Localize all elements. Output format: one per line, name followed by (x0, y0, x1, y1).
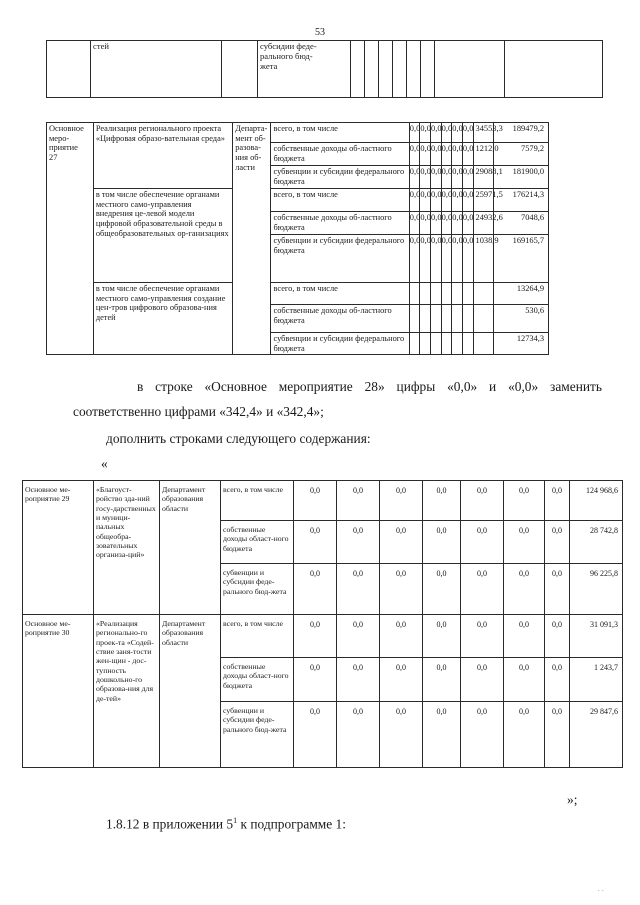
year-value: 0,0 (423, 521, 461, 564)
year-value: 0,0 (461, 658, 504, 702)
year-value-2022: 181900,0 (493, 166, 548, 189)
year-value: 0,0 (452, 166, 463, 189)
year-value: 0,0 (504, 564, 545, 615)
year-value: 0,0 (380, 481, 423, 521)
event-27-table (46, 122, 612, 355)
year-value: 0,0 (380, 615, 423, 658)
year-value: 0,0 (409, 212, 420, 235)
event-name: «Благоуст-ройство зда-ний госу-дарственных и муници-пальных общеобра-зовательных организа-ций» (94, 481, 160, 615)
year-value-2022: 7579,2 (493, 143, 548, 166)
funding-source: субвенции и субсидии федерального бюджета (271, 235, 409, 283)
year-value: 0,0 (452, 189, 463, 212)
table-row (23, 615, 623, 658)
year-value (431, 305, 442, 333)
year-value: 0,0 (441, 143, 452, 166)
year-value (452, 333, 463, 355)
year-value: 0,0 (431, 235, 442, 283)
year-value: 0,0 (420, 123, 431, 143)
year-value: 0,0 (462, 212, 473, 235)
year-value: 0,0 (294, 615, 337, 658)
close-quote: »; (567, 792, 578, 807)
year-value: 0,0 (294, 658, 337, 702)
year-value (420, 305, 431, 333)
event-executor: Департамент образования области (160, 615, 221, 768)
year-value: 0,0 (462, 235, 473, 283)
year-value (409, 333, 420, 355)
event-27-label: Основное меро- приятие 27 (47, 123, 94, 355)
total-value: 1 243,7 (570, 658, 623, 702)
year-value: 0,0 (337, 658, 380, 702)
funding-source: всего, в том числе (271, 283, 409, 305)
table-row (47, 283, 612, 305)
year-value: 0,0 (294, 481, 337, 521)
year-value: 0,0 (423, 658, 461, 702)
table-row (47, 189, 612, 212)
funding-source: всего, в том числе (221, 615, 294, 658)
year-value: 0,0 (294, 521, 337, 564)
year-value: 0,0 (462, 143, 473, 166)
funding-source: собственные доходы облаcт-ного бюджета (221, 658, 294, 702)
year-value (420, 333, 431, 355)
year-value: 0,0 (504, 615, 545, 658)
event-27-group-name: в том числе обеспечение органами местного само-управления внедрения це-левой модели цифровой образовательной среды в общеобразовательных ор-ганизациях (93, 189, 232, 283)
total-value: 96 225,8 (570, 564, 623, 615)
funding-source: всего, в том числе (221, 481, 294, 521)
year-value: 0,0 (452, 235, 463, 283)
new-events-table (22, 480, 623, 768)
total-value: 28 742,8 (570, 521, 623, 564)
year-value-2022: 189479,2 (493, 123, 548, 143)
funding-source: субвенции и субсидии феде-рального бюд-жета (221, 702, 294, 768)
year-value-2021: 25971,5 (473, 189, 493, 212)
year-value-2021 (473, 305, 493, 333)
year-value: 0,0 (431, 212, 442, 235)
year-value: 0,0 (380, 564, 423, 615)
year-value (462, 283, 473, 305)
year-value: 0,0 (380, 658, 423, 702)
top-fragment-text: стей (91, 41, 222, 98)
year-value (452, 283, 463, 305)
year-value (409, 283, 420, 305)
corner-mark: · · (597, 887, 604, 895)
event-27-executor: Департа- мент об- разова- ния об- ласти (233, 123, 271, 355)
year-value: 0,0 (337, 564, 380, 615)
year-value: 0,0 (452, 123, 463, 143)
year-value-2022: 169165,7 (493, 235, 548, 283)
year-value (420, 283, 431, 305)
year-value: 0,0 (504, 521, 545, 564)
year-value: 0,0 (461, 615, 504, 658)
year-value: 0,0 (504, 481, 545, 521)
year-value: 0,0 (545, 521, 570, 564)
year-value: 0,0 (294, 702, 337, 768)
year-value (452, 305, 463, 333)
year-value-2022: 176214,3 (493, 189, 548, 212)
year-value: 0,0 (409, 123, 420, 143)
year-value: 0,0 (441, 166, 452, 189)
year-value (462, 333, 473, 355)
year-value: 0,0 (461, 702, 504, 768)
table-row (23, 481, 623, 521)
final-line: 1.8.12 в приложении $5^1$ к подпрограмме 1: (106, 816, 346, 832)
funding-source: субвенции и субсидии феде-рального бюд-жета (221, 564, 294, 615)
total-value: 124 968,6 (570, 481, 623, 521)
year-value (441, 305, 452, 333)
year-value: 0,0 (337, 481, 380, 521)
year-value: 0,0 (409, 166, 420, 189)
year-value: 0,0 (337, 615, 380, 658)
year-value (441, 283, 452, 305)
year-value: 0,0 (452, 212, 463, 235)
year-value: 0,0 (420, 166, 431, 189)
page-number: 53 (315, 27, 325, 38)
year-value: 0,0 (452, 143, 463, 166)
year-value: 0,0 (545, 564, 570, 615)
top-fragment-source: субсидии феде- рального бюд- жета (258, 41, 351, 98)
year-value: 0,0 (431, 189, 442, 212)
year-value: 0,0 (431, 143, 442, 166)
year-value: 0,0 (441, 235, 452, 283)
amend-line-2: соответственно цифрами «342,4» и «342,4»; (73, 404, 324, 419)
year-value: 0,0 (545, 702, 570, 768)
year-value-2021: 29088,1 (473, 166, 493, 189)
year-value: 0,0 (545, 481, 570, 521)
year-value-2021 (473, 333, 493, 355)
year-value-2022: 530,6 (493, 305, 548, 333)
year-value-2022: 12734,3 (493, 333, 548, 355)
funding-source: всего, в том числе (271, 123, 409, 143)
year-value: 0,0 (431, 123, 442, 143)
year-value: 0,0 (337, 521, 380, 564)
year-value: 0,0 (423, 564, 461, 615)
year-value: 0,0 (504, 658, 545, 702)
event-executor: Департамент образования области (160, 481, 221, 615)
year-value: 0,0 (462, 123, 473, 143)
year-value (409, 305, 420, 333)
year-value: 0,0 (441, 189, 452, 212)
year-value-2022: 7048,6 (493, 212, 548, 235)
year-value: 0,0 (423, 481, 461, 521)
year-value (431, 283, 442, 305)
year-value: 0,0 (462, 189, 473, 212)
year-value: 0,0 (337, 702, 380, 768)
amend-line-1: в строке «Основное мероприятие 28» цифры «0,0» и «0,0» заменить (137, 379, 602, 394)
total-value: 29 847,6 (570, 702, 623, 768)
funding-source: собственные доходы облаcт-ного бюджета (221, 521, 294, 564)
funding-source: всего, в том числе (271, 189, 409, 212)
year-value: 0,0 (462, 166, 473, 189)
year-value: 0,0 (545, 658, 570, 702)
year-value: 0,0 (423, 615, 461, 658)
funding-source: собственные доходы об-ластного бюджета (271, 305, 409, 333)
funding-source: собственные доходы об-ластного бюджета (271, 143, 409, 166)
year-value: 0,0 (545, 615, 570, 658)
year-value (462, 305, 473, 333)
year-value-2021: 24932,6 (473, 212, 493, 235)
year-value-2021 (473, 283, 493, 305)
year-value: 0,0 (420, 189, 431, 212)
funding-source: субвенции и субсидии федерального бюджета (271, 166, 409, 189)
year-value-2021: 1212,0 (473, 143, 493, 166)
year-value-2021: 1038,9 (473, 235, 493, 283)
event-27-group-name: Реализация регионального проекта «Цифровая образо-вательная среда» (93, 123, 232, 189)
year-value (431, 333, 442, 355)
event-label: Основное ме-роприятие 30 (23, 615, 94, 768)
year-value: 0,0 (420, 235, 431, 283)
top-table-fragment (46, 40, 603, 98)
year-value-2022: 13264,9 (493, 283, 548, 305)
year-value: 0,0 (504, 702, 545, 768)
event-27-group-name: в том числе обеспечение органами местного само-управления создание цен-тров цифрового образова-ния детей (93, 283, 232, 355)
table-row (47, 123, 612, 143)
year-value: 0,0 (423, 702, 461, 768)
year-value: 0,0 (409, 143, 420, 166)
year-value: 0,0 (441, 212, 452, 235)
year-value: 0,0 (461, 481, 504, 521)
funding-source: субвенции и субсидии федерального бюджета (271, 333, 409, 355)
year-value: 0,0 (431, 166, 442, 189)
event-label: Основное ме-роприятие 29 (23, 481, 94, 615)
year-value (441, 333, 452, 355)
year-value: 0,0 (380, 702, 423, 768)
total-value: 31 091,3 (570, 615, 623, 658)
year-value: 0,0 (409, 235, 420, 283)
year-value: 0,0 (294, 564, 337, 615)
year-value: 0,0 (420, 212, 431, 235)
year-value: 0,0 (409, 189, 420, 212)
year-value: 0,0 (461, 521, 504, 564)
year-value: 0,0 (461, 564, 504, 615)
funding-source: собственные доходы об-ластного бюджета (271, 212, 409, 235)
year-value: 0,0 (420, 143, 431, 166)
year-value-2021: 34553,3 (473, 123, 493, 143)
amend-line-3: дополнить строками следующего содержания: (106, 431, 371, 446)
year-value: 0,0 (441, 123, 452, 143)
event-name: «Реализация регионально-го проек-та «Содей-ствие заня-тости жен-щин - дос-тупность дошкольно-го образова-ния для де-тей» (94, 615, 160, 768)
open-quote: « (101, 456, 108, 471)
year-value: 0,0 (380, 521, 423, 564)
